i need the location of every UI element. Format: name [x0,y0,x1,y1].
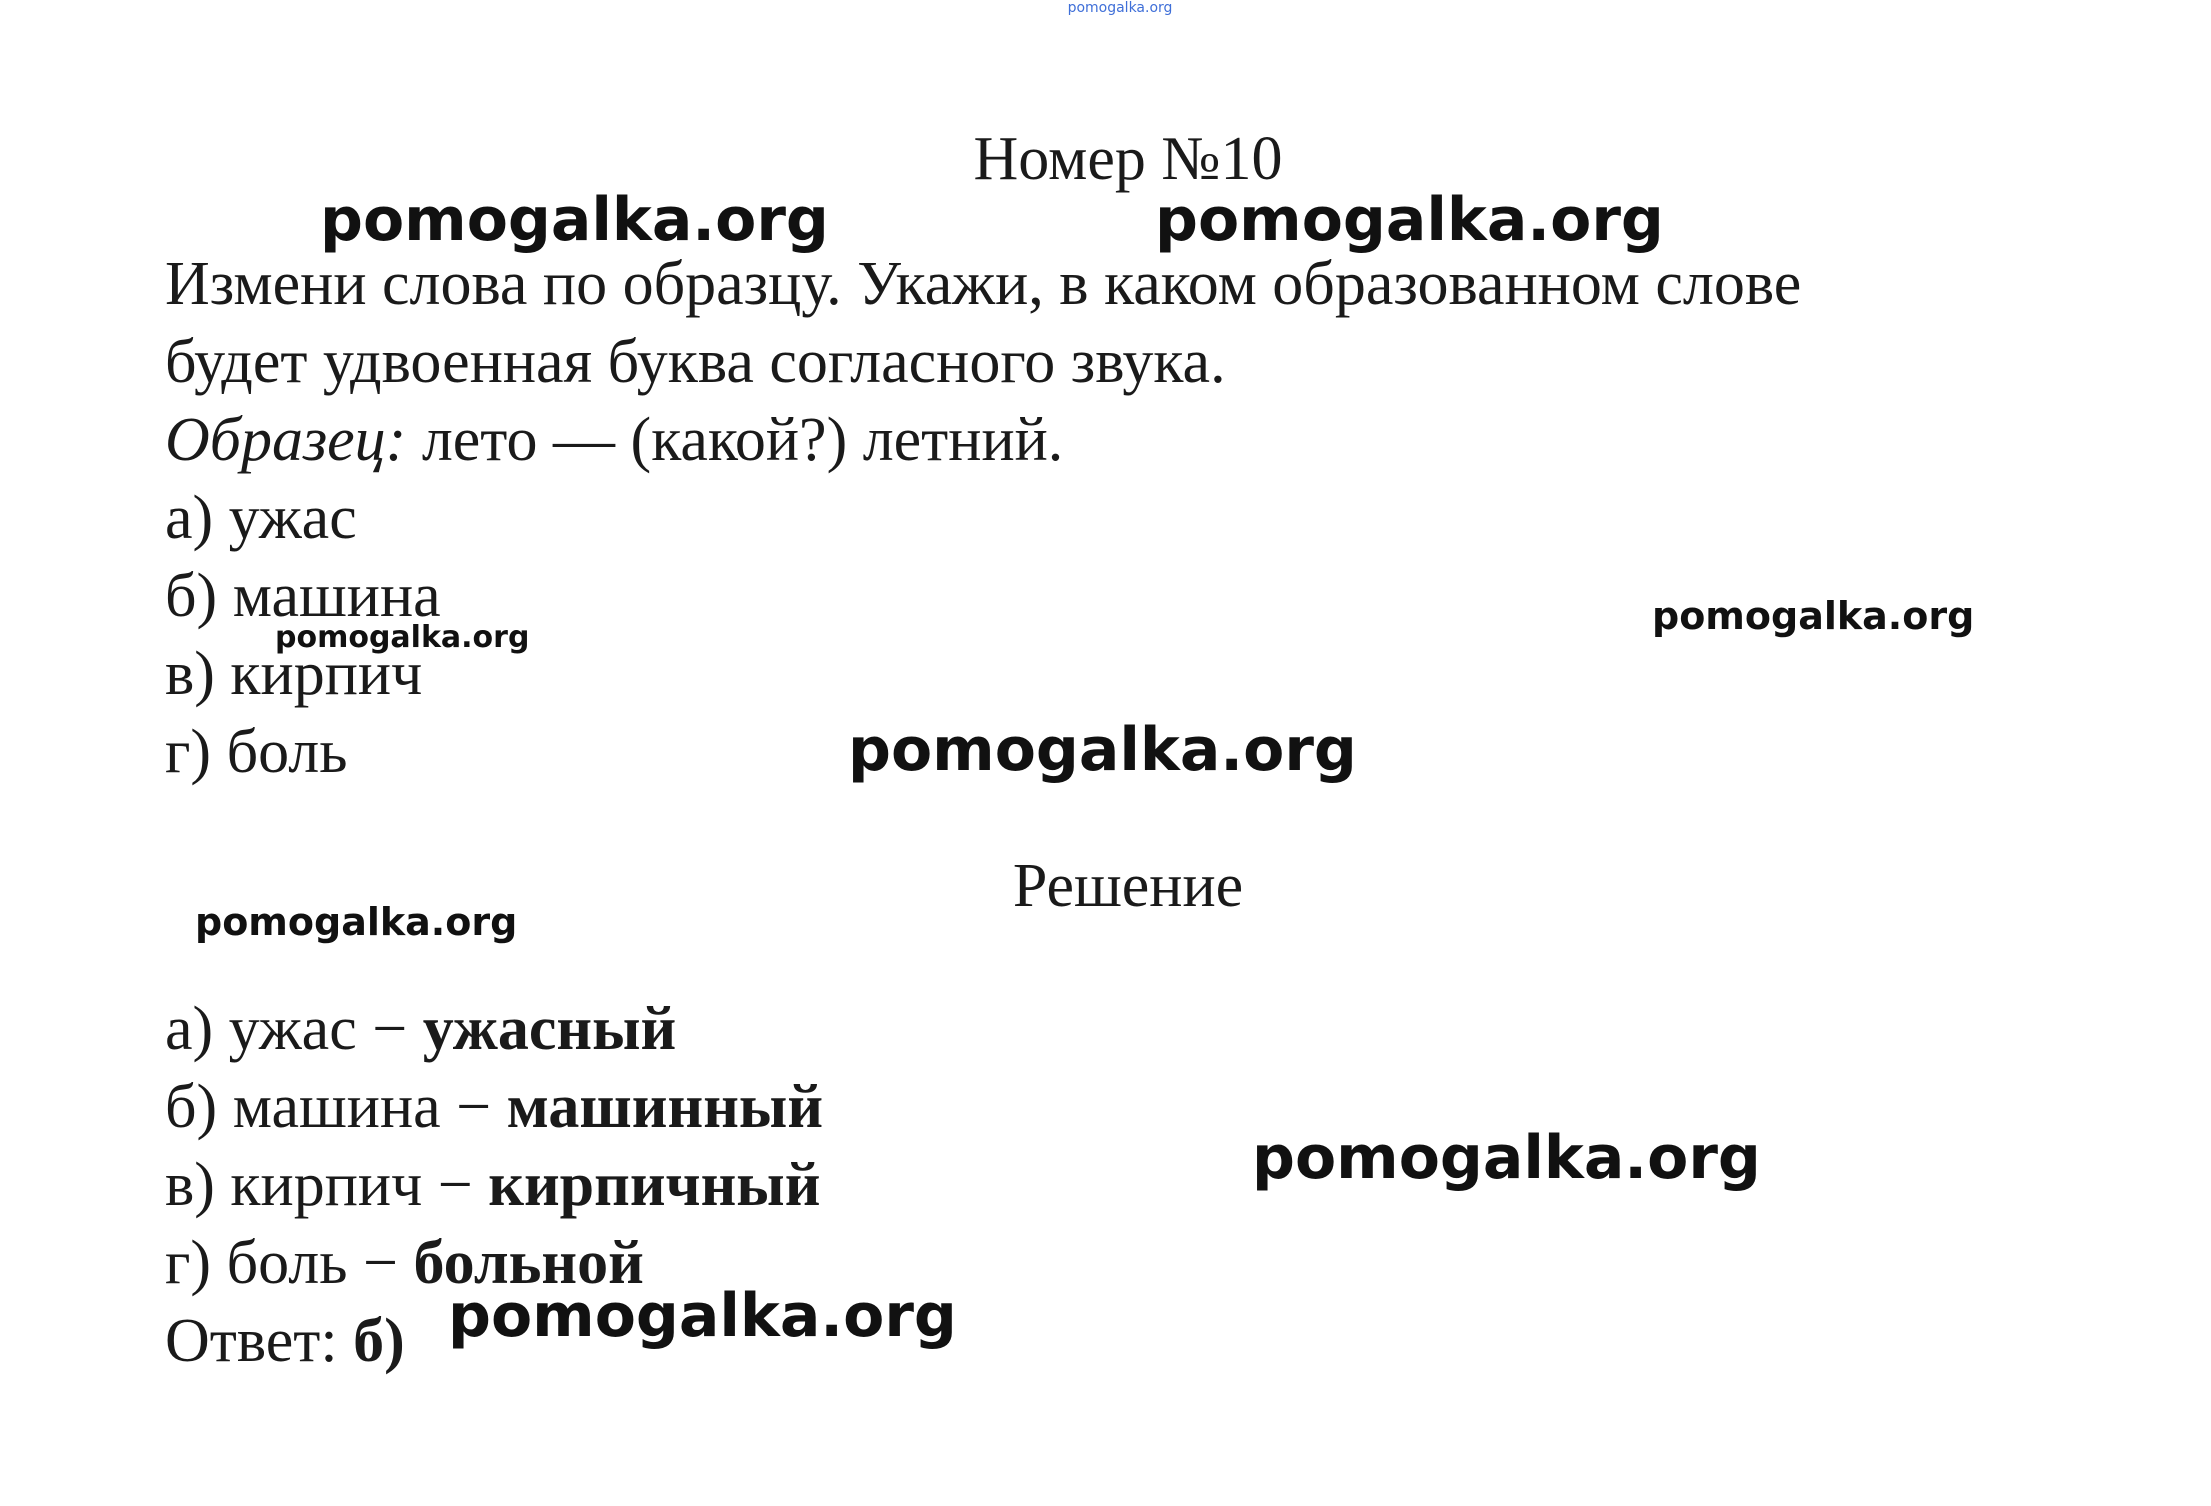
task-line-2: будет удвоенная буква согласного звука. [165,328,1226,396]
answer-line-a [165,990,2065,1068]
watermark-text: pomogalka.org [848,715,1357,785]
task-item-d: г) боль [165,718,348,786]
answer-result: больной [413,1229,644,1297]
answer-word: в) кирпич − [165,1151,489,1219]
final-answer-value: б) [353,1307,405,1375]
answer-result: кирпичный [488,1151,821,1219]
task-block [165,245,2065,791]
task-item-a: а) ужас [165,484,357,552]
sample-line [165,401,2065,479]
final-answer-label: Ответ: [165,1307,354,1375]
watermark-text: pomogalka.org [195,900,518,944]
watermark-text: pomogalka.org [1652,594,1975,638]
sample-label: Образец: [165,406,407,474]
answer-line-b [165,1068,2065,1146]
task-item-b: б) машина [165,562,441,630]
answer-result: ужасный [422,995,677,1063]
solution-title-text: Решение [1012,852,1244,920]
watermark-text: pomogalka.org [1252,1123,1761,1193]
answer-word: б) машина − [165,1073,507,1141]
answer-word: г) боль − [165,1229,414,1297]
task-item-c: в) кирпич [165,640,423,708]
task-line-1: Измени слова по образцу. Укажи, в каком образованном слове [165,250,1802,318]
watermark-text: pomogalka.org [1155,185,1664,255]
page-title-text: Номер №10 [973,125,1283,193]
answer-word: а) ужас − [165,995,423,1063]
watermark-text: pomogalka.org [275,620,530,655]
answer-result: машинный [506,1073,824,1141]
watermark-text: pomogalka.org [448,1281,957,1351]
top-watermark: pomogalka.org [1067,0,1173,16]
answer-line-c [165,1146,2065,1224]
sample-text: лето — (какой?) летний. [406,406,1064,474]
page-title [0,125,2211,193]
watermark-text: pomogalka.org [320,185,829,255]
